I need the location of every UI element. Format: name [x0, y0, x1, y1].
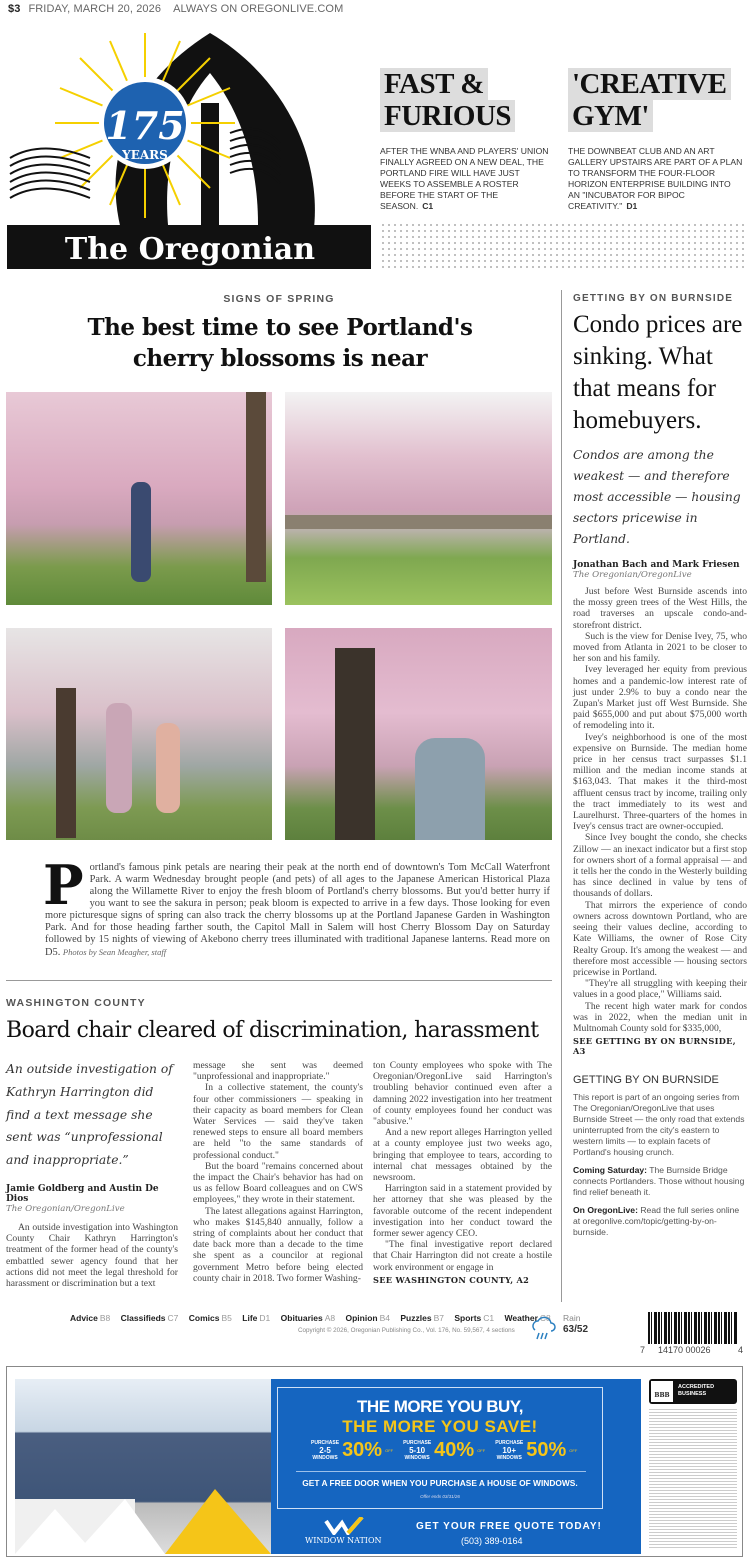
- index-item[interactable]: Weather C8: [504, 1313, 551, 1323]
- burnside-column: [561, 290, 747, 1302]
- index-item[interactable]: Puzzles B7: [400, 1313, 444, 1323]
- county-col-2: message she sent was deemed "unprofessional and inappropriate." In a collective statement, the county's four other commissioners — speaking in their capacity as board members for Clean Water Services — said they've taken renewed steps to ensure all board members are held "to the same standards of professional conduct." But the board "remains concerned about the impact the Chair's behavior has had on us as fellow Board colleagues and on CWS employees," they wrote in their statement. The latest allegations against Harrington, who makes $145,840 annually, follow a string of complaints about her conduct that date back more than a decade to the time she spent as a councilor at regional government Metro before being elected county chair in 2018. Two former Washing-: [193, 1060, 363, 1284]
- county-deck: An outside investigation of Kathryn Harrington did find a text message she sent was “unprofessional and inappropriate.”: [6, 1062, 173, 1168]
- county-body: An outside investigation into Washington County Chair Kathryn Harrington's treatment of the former head of the county's embattled sewer agency found that her actions did not meet the legal threshold for harassment or discrimination but a text: [6, 1221, 178, 1289]
- ad-offer-ends: Offer ends 03/31/26: [420, 1494, 460, 1499]
- anniversary-word: YEARS: [122, 148, 168, 162]
- anniversary-emblem-icon: [5, 33, 371, 269]
- burnside-kicker: GETTING BY ON BURNSIDE: [573, 293, 734, 304]
- burnside-deck: Condos are among the weakest — and therefore most accessible — housing sectors pricewise in Portland.: [573, 448, 741, 546]
- teaser-headline: FAST & FURIOUS: [380, 68, 552, 132]
- rain-cloud-icon: [530, 1314, 556, 1346]
- drop-cap: P: [43, 853, 84, 917]
- anniversary-number: 175: [105, 103, 185, 148]
- section-divider: [6, 980, 552, 981]
- photo-credit: Photos by Sean Meagher, staff: [62, 947, 167, 957]
- burnside-affiliation: The Oregonian/OregonLive: [573, 570, 692, 580]
- bridge: [285, 515, 552, 529]
- ad-headline-1: THE MORE YOU BUY,: [357, 1397, 523, 1416]
- ad-cta: GET YOUR FREE QUOTE TODAY!: [416, 1521, 602, 1532]
- photo-blossoms-2: [285, 392, 552, 605]
- tree-trunk: [335, 648, 375, 840]
- burnside-jump-link[interactable]: SEE GETTING BY ON BURNSIDE, A3: [573, 1036, 736, 1057]
- burnside-headline[interactable]: Condo prices are sinking. What that means for homebuyers.: [573, 311, 743, 434]
- section-index: [70, 1313, 559, 1323]
- series-online[interactable]: On OregonLive: Read the full series online at oregonlive.com/topic/getting-by-on-burnside.: [573, 1205, 740, 1238]
- ad-free-door: GET A FREE DOOR WHEN YOU PURCHASE A HOUSE OF WINDOWS.: [302, 1478, 578, 1488]
- index-item[interactable]: Advice B8: [70, 1313, 111, 1323]
- ad-brand: WINDOW NATION: [305, 1536, 382, 1545]
- series-intro: This report is part of an ongoing series from The Oregonian/OregonLive that uses Burnside Street — the only road that extends uninterrupted from the city's eastern to western limits — to explain facets of Portland's housing crunch.: [573, 1092, 745, 1158]
- masthead-logo[interactable]: [5, 33, 371, 269]
- county-col-1: [6, 1058, 178, 1289]
- child-figure: [106, 703, 132, 813]
- index-item[interactable]: Life D1: [242, 1313, 271, 1323]
- teaser-arts[interactable]: [568, 68, 744, 212]
- barcode: 7 14170 00026 4: [640, 1312, 744, 1357]
- fine-print: [649, 1409, 737, 1549]
- index-item[interactable]: Opinion B4: [345, 1313, 391, 1323]
- county-byline: Jamie Goldberg and Austin De Dios: [6, 1183, 159, 1204]
- weather-label: Rain: [563, 1313, 581, 1323]
- price: $3: [8, 3, 21, 15]
- window-nation-logo-icon: [324, 1517, 364, 1535]
- tree-trunk: [56, 688, 76, 838]
- lead-kicker: SIGNS OF SPRING: [223, 293, 335, 305]
- county-col-3: ton County employees who spoke with The Oregonian/OregonLive said Harrington's troubling behavior continued even after a damning 2022 investigation into her treatment of county employees found her conduct was "abusive." And a new report alleges Harrington yelled at a county employee just two weeks ago, bringing that employee to tears, according to internal chat messages obtained by the newsroom. Harrington said in a statement provided by her attorney that she was pleased by the favorable outcome of the recent independent investigation into her conduct toward the former sewer agency CEO. "The final investigative report declared that Chair Harrington did not create a hostile work environment or engage in SEE WASHINGTON COUNTY, A2: [373, 1060, 552, 1285]
- index-item[interactable]: Classifieds C7: [120, 1313, 179, 1323]
- ad-tiers: [311, 1439, 601, 1462]
- logo-name: The Oregonian: [64, 232, 316, 267]
- photo-blossoms-1: [6, 392, 272, 605]
- county-affiliation: The Oregonian/OregonLive: [6, 1203, 125, 1214]
- window-nation-swoosh-icon: [15, 1489, 271, 1554]
- ad-blue-panel: [271, 1379, 641, 1554]
- ad-phone[interactable]: (503) 389-0164: [461, 1536, 523, 1546]
- copyright: Copyright © 2026, Oregonian Publishing Co., Vol. 176, No. 59,567, 4 sections: [298, 1327, 515, 1334]
- dot-pattern: [380, 222, 744, 270]
- weather-temps: 63/52: [563, 1324, 589, 1335]
- window-nation-ad[interactable]: [6, 1366, 743, 1557]
- teaser-sports[interactable]: [380, 68, 552, 212]
- ad-tier: PURCHASE 2-5 WINDOWS 30% OFF: [311, 1439, 394, 1461]
- burnside-body: Just before West Burnside ascends into the mossy green trees of the West Hills, the road traverses an upscale condo-and-storefront district. Such is the view for Denise Ivey, 75, who moved from Atlanta in 2021 to be closer to her son and his family. Ivey leveraged her equity from previous homes and a pandemic-low interest rate of just under 2.9% to buy a condo near the Zupan's Market just off West Burnside. She paid $655,000 and put about $75,000 worth of remodeling into it. Ivey's neighborhood is one of the most expensive on Burnside. The median home price in her census tract surpasses $1.1 million and the median income stands at $163,043. That makes it the third-most affluent census tract by income, trailing only the tract immediately to its west and Laurelhurst. Three-quarters of the homes in Ivey's census tract are owner-occupied. Since Ivey bought the condo, she checks Zillow — an inexact indicator but a first stop for owners short of a formal appraisal — and it tells her the condo in the Westerly building has since declined in value by tens of thousands of dollars. That mirrors the experience of condo owners across downtown Portland, who are seeing their values decline, according to Kate Williams, the owner of Rose City Realty Group. It's among the weakest — and therefore most accessible — housing sectors pricewise in Portland. "They're all struggling with keeping their values in a good place," Williams said. The recent high water mark for condos was in 2022, when the median unit in Multnomah County sold for $335,000,: [573, 586, 747, 1034]
- tree-trunk: [246, 392, 266, 582]
- bbb-logo: BBB: [651, 1381, 673, 1402]
- ad-tier: PURCHASE 5-10 WINDOWS 40% OFF: [403, 1439, 486, 1461]
- tagline-link[interactable]: ALWAYS ON OREGONLIVE.COM: [173, 3, 344, 15]
- ad-headline-2: THE MORE YOU SAVE!: [342, 1417, 538, 1436]
- photo-couple: [285, 628, 552, 840]
- date: FRIDAY, MARCH 20, 2026: [28, 3, 162, 15]
- teaser-text: THE DOWNBEAT CLUB AND AN ART GALLERY UPSTAIRS ARE PART OF A PLAN TO TRANSFORM THE FOUR-FLOOR HORIZON ENTERPRISE BUILDING INTO AN "INCUBATOR FOR BIPOC CREATIVITY." D1: [568, 146, 743, 211]
- teaser-text: AFTER THE WNBA AND PLAYERS' UNION FINALLY AGREED ON A NEW DEAL, THE PORTLAND FIRE WILL HAVE JUST WEEKS TO ASSEMBLE A ROSTER BEFORE THE START OF THE SEASON. C1: [380, 146, 549, 211]
- child-figure: [156, 723, 180, 813]
- house-photo: [15, 1379, 271, 1554]
- couple-figure: [415, 738, 485, 840]
- series-box-title: GETTING BY ON BURNSIDE: [573, 1074, 719, 1087]
- dateline: [8, 3, 355, 15]
- person-figure: [131, 482, 151, 582]
- series-coming: Coming Saturday: The Burnside Bridge connects Portlanders. Those without housing find relief beneath it.: [573, 1165, 745, 1198]
- index-item[interactable]: Comics B5: [188, 1313, 232, 1323]
- bbb-badge: BBB ACCREDITED BUSINESS: [649, 1379, 737, 1404]
- index-item[interactable]: Obituaries A8: [280, 1313, 336, 1323]
- county-headline[interactable]: Board chair cleared of discrimination, harassment: [6, 1018, 539, 1043]
- lead-headline[interactable]: The best time to see Portland's cherry blossoms is near: [87, 314, 473, 372]
- county-jump-link[interactable]: SEE WASHINGTON COUNTY, A2: [373, 1274, 530, 1285]
- county-kicker: WASHINGTON COUNTY: [6, 997, 146, 1009]
- photo-family: [6, 628, 272, 840]
- ad-tier: PURCHASE 10+ WINDOWS 50% OFF: [495, 1439, 578, 1461]
- teaser-headline: 'CREATIVE GYM': [568, 68, 744, 132]
- lead-caption: Portland's famous pink petals are nearing their peak at the north end of downtown's Tom McCall Waterfront Park. A warm Wednesday brought people (and pets) of all ages to the Japanese American Historical Plaza along the Willamette River to enjoy the fresh bloom of Portland's cherry blossoms. But you'd better hurry if you want to see the sakura in person; peak bloom is expected to arrive in a few days. Those looking for even more picturesque signs of spring can also track the cherry blossoms up at the Portland Japanese Garden in Washington Park. And for those heading farther south, the Capitol Mall in Salem will host Cherry Blossom Day on Saturday followed by 15 nights of viewing of Akebono cherry trees illuminated with traditional Japanese lanterns. Read more on D5. Photos by Sean Meagher, staff: [43, 853, 550, 958]
- burnside-byline: Jonathan Bach and Mark Friesen: [573, 560, 740, 570]
- index-item[interactable]: Sports C1: [454, 1313, 495, 1323]
